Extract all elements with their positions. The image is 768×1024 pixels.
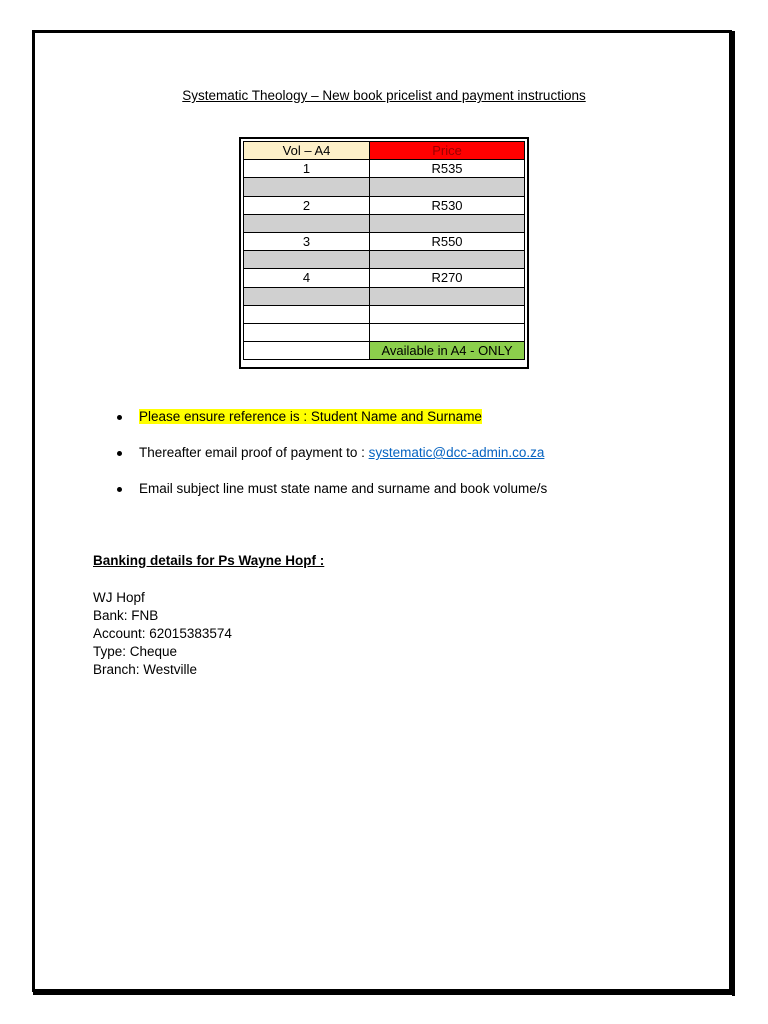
page-border-shadow-bottom (33, 992, 735, 995)
bullet-icon (117, 487, 122, 492)
table-spacer-row (244, 287, 525, 305)
list-item (115, 408, 547, 444)
branch-name: Branch: Westville (93, 662, 198, 677)
banking-details (93, 589, 232, 679)
vol-cell: 1 (244, 160, 370, 178)
reference-instruction: Please ensure reference is : Student Name and Surname (139, 409, 482, 424)
table-row (244, 269, 525, 287)
table-empty-row (244, 305, 525, 323)
table-spacer-row (244, 178, 525, 196)
page-border-shadow-right (732, 31, 735, 996)
document-title: Systematic Theology – New book pricelist and payment instructions (182, 88, 586, 103)
table-spacer-row (244, 251, 525, 269)
account-number: Account: 62015383574 (93, 626, 232, 641)
instruction-list (115, 408, 547, 516)
vol-cell: 4 (244, 269, 370, 287)
price-table-container (239, 137, 529, 369)
table-row (244, 196, 525, 214)
header-price: Price (370, 142, 525, 160)
table-row (244, 232, 525, 250)
bullet-icon (117, 415, 122, 420)
price-cell: R550 (370, 232, 525, 250)
list-item (115, 480, 547, 516)
account-type: Type: Cheque (93, 644, 178, 659)
vol-cell: 3 (244, 232, 370, 250)
table-header-row (244, 142, 525, 160)
vol-cell: 2 (244, 196, 370, 214)
table-spacer-row (244, 214, 525, 232)
header-vol: Vol – A4 (244, 142, 370, 160)
price-cell: R535 (370, 160, 525, 178)
bank-name: Bank: FNB (93, 608, 159, 623)
list-item (115, 444, 547, 480)
price-cell: R530 (370, 196, 525, 214)
bullet-icon (117, 451, 122, 456)
email-link[interactable]: systematic@dcc-admin.co.za (368, 445, 545, 460)
account-holder: WJ Hopf (93, 590, 145, 605)
table-row (244, 160, 525, 178)
subject-instruction: Email subject line must state name and surname and book volume/s (139, 481, 548, 496)
empty-cell (244, 342, 370, 360)
table-empty-row (244, 323, 525, 341)
email-instruction: Thereafter email proof of payment to : (139, 445, 369, 460)
banking-heading: Banking details for Ps Wayne Hopf : (93, 553, 325, 568)
price-table (243, 141, 525, 360)
table-note-row (244, 342, 525, 360)
availability-note: Available in A4 - ONLY (370, 342, 525, 360)
price-cell: R270 (370, 269, 525, 287)
